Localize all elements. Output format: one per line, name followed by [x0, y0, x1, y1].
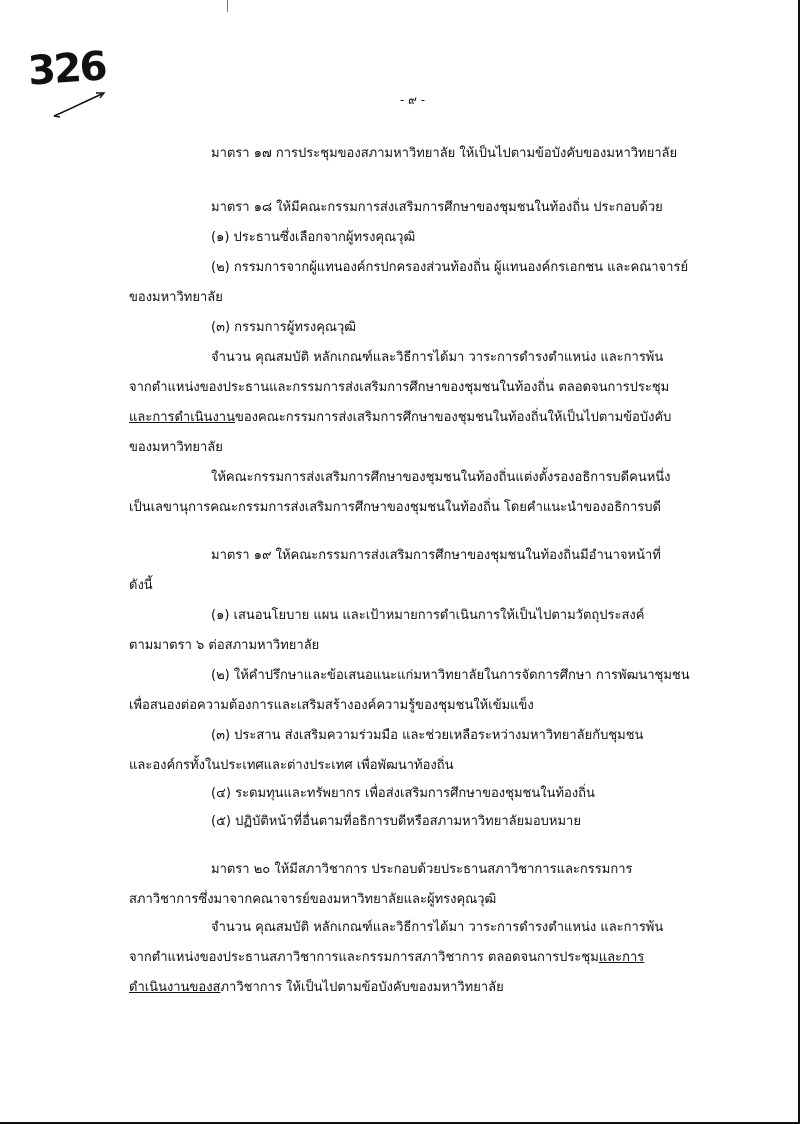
text-line	[129, 577, 153, 595]
text-line	[211, 469, 671, 487]
text-segment: มาตรา ๒๐ ให้มีสภาวิชาการ ประกอบด้วยประธานสภาวิชาการและกรรมการ	[211, 862, 633, 877]
text-segment: ของคณะกรรมการส่งเสริมการศึกษาของชุมชนในท้องถิ่นให้เป็นไปตามข้อบังคับ	[234, 410, 672, 425]
text-line	[211, 145, 677, 163]
text-line	[211, 813, 581, 831]
underlined-text: ดำเนินงานของส	[129, 980, 221, 995]
text-segment: ตามมาตรา ๖ ต่อสภามหาวิทยาลัย	[129, 638, 320, 653]
text-segment: สภาวิชาการซึ่งมาจากคณาจารย์ของมหาวิทยาลัยและผู้ทรงคุณวุฒิ	[129, 892, 497, 907]
text-segment: ภาวิชาการ ให้เป็นไปตามข้อบังคับของมหาวิทยาลัย	[220, 980, 504, 995]
text-line	[211, 667, 690, 685]
handwritten-arrow-stroke	[50, 88, 110, 122]
text-segment: (๕) ปฏิบัติหน้าที่อื่นตามที่อธิการบดีหรือสภามหาวิทยาลัยมอบหมาย	[211, 814, 581, 829]
text-line	[129, 409, 671, 427]
text-line	[211, 229, 415, 247]
text-segment: (๒) ให้คำปรึกษาและข้อเสนอแนะแก่มหาวิทยาลัยในการจัดการศึกษา การพัฒนาชุมชน	[211, 668, 690, 683]
text-line	[211, 727, 643, 745]
text-segment: ของมหาวิทยาลัย	[129, 290, 223, 305]
underlined-text: และการดำเนินงาน	[129, 410, 235, 425]
text-segment: เป็นเลขานุการคณะกรรมการส่งเสริมการศึกษาของชุมชนในท้องถิ่น โดยคำแนะนำของอธิการบดี	[129, 500, 661, 515]
text-segment: (๓) ประสาน ส่งเสริมความร่วมมือ และช่วยเหลือระหว่างมหาวิทยาลัยกับชุมชน	[211, 728, 644, 743]
text-line	[129, 757, 454, 775]
text-line	[129, 949, 644, 967]
text-line	[129, 439, 223, 457]
text-segment: ของมหาวิทยาลัย	[129, 440, 223, 455]
text-segment: มาตรา ๑๗ การประชุมของสภามหาวิทยาลัย ให้เป็นไปตามข้อบังคับของมหาวิทยาลัย	[211, 146, 678, 161]
text-segment: (๒) กรรมการจากผู้แทนองค์กรปกครองส่วนท้องถิ่น ผู้แทนองค์กรเอกชน และคณาจารย์	[211, 260, 689, 275]
text-segment: (๓) กรรมการผู้ทรงคุณวุฒิ	[211, 320, 357, 335]
text-line	[211, 861, 632, 879]
text-segment: ให้คณะกรรมการส่งเสริมการศึกษาของชุมชนในท้องถิ่นแต่งตั้งรองอธิการบดีคนหนึ่ง	[211, 470, 671, 485]
text-segment: จำนวน คุณสมบัติ หลักเกณฑ์และวิธีการได้มา วาระการดำรงตำแหน่ง และการพ้น	[211, 350, 664, 365]
text-segment: จากตำแหน่งของประธานและกรรมการส่งเสริมการศึกษาของชุมชนในท้องถิ่น ตลอดจนการประชุม	[129, 380, 670, 395]
text-line	[211, 785, 595, 803]
text-segment: จากตำแหน่งของประธานสภาวิชาการและกรรมการสภาวิชาการ ตลอดจนการประชุม	[129, 950, 599, 965]
text-segment: (๑) เสนอนโยบาย แผน และเป้าหมายการดำเนินการให้เป็นไปตามวัตถุประสงค์	[211, 608, 645, 623]
handwritten-page-number: 326	[26, 43, 108, 95]
underlined-text: และการ	[598, 950, 645, 965]
text-line	[129, 379, 669, 397]
text-segment: มาตรา ๑๙ ให้คณะกรรมการส่งเสริมการศึกษาของชุมชนในท้องถิ่นมีอำนาจหน้าที่	[211, 548, 661, 563]
text-segment: จำนวน คุณสมบัติ หลักเกณฑ์และวิธีการได้มา วาระการดำรงตำแหน่ง และการพ้น	[211, 920, 664, 935]
text-line	[129, 891, 496, 909]
text-line	[211, 319, 356, 337]
text-segment: เพื่อสนองต่อความต้องการและเสริมสร้างองค์ความรู้ของชุมชนให้เข้มแข็ง	[129, 698, 534, 713]
text-line	[129, 979, 504, 997]
scan-mark	[227, 0, 228, 12]
text-line	[211, 547, 661, 565]
page-number: - ๙ -	[400, 93, 426, 107]
text-line	[211, 259, 688, 277]
text-line	[129, 499, 661, 517]
text-line	[211, 607, 644, 625]
text-line	[129, 637, 319, 655]
text-segment: (๔) ระดมทุนและทรัพยากร เพื่อส่งเสริมการศึกษาของชุมชนในท้องถิ่น	[211, 786, 595, 801]
text-segment: และองค์กรทั้งในประเทศและต่างประเทศ เพื่อพัฒนาท้องถิ่น	[129, 758, 454, 773]
text-line	[129, 289, 223, 307]
text-segment: ดังนี้	[129, 578, 153, 593]
text-line	[211, 199, 663, 217]
text-line	[211, 919, 663, 937]
text-segment: (๑) ประธานซึ่งเลือกจากผู้ทรงคุณวุฒิ	[211, 230, 416, 245]
text-line	[129, 697, 534, 715]
text-line	[211, 349, 663, 367]
text-segment: มาตรา ๑๘ ให้มีคณะกรรมการส่งเสริมการศึกษาของชุมชนในท้องถิ่น ประกอบด้วย	[211, 200, 663, 215]
